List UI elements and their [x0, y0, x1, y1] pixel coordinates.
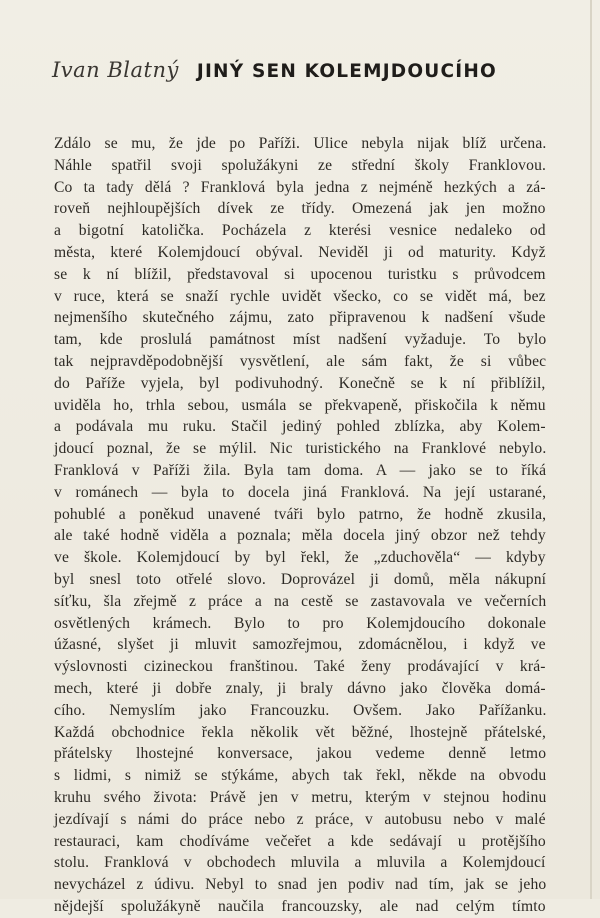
- text-line: Každá obchodnice řekla několik vět běžné, lhostejně přátelské,: [54, 723, 547, 741]
- text-line: přátelsky lhostejné konversace, jakou vedeme denně letmo: [54, 745, 547, 763]
- text-line: pohublé a poněkud unavené tváři bylo patrno, že hodně zkusila,: [54, 505, 547, 523]
- body-text: [54, 133, 546, 918]
- text-line: a podávala mu ruku. Stačil jediný pohled zblízka, aby Kolem-: [54, 418, 546, 436]
- text-line: se k ní blížil, představoval si upocenou turistku s průvodcem: [54, 265, 546, 283]
- text-line: cího. Nemyslím jako Francouzku. Ovšem. Jako Pařížanku.: [54, 701, 547, 719]
- text-line: síťku, šla zřejmě z práce a na cestě se zastavovala ve večerních: [54, 592, 547, 610]
- page-edge: [590, 0, 592, 899]
- text-line: do Paříže vyjela, byl podivuhodný. Konečně se k ní přiblížil,: [54, 374, 546, 392]
- text-line: nějdejší spolužákyně naučila francouzsky, ale nad celým tímto: [54, 897, 546, 915]
- text-line: Náhle spatřil svoji spolužákyni ze střední školy Franklovou.: [54, 156, 547, 174]
- text-line: tam, kde proslulá památnost míst nadšení vyžaduje. To bylo: [54, 331, 547, 349]
- text-line: a bigotní katolička. Pocházela z kterési vesnice nedaleko od: [54, 222, 546, 240]
- chapter-header: [52, 58, 552, 94]
- text-line: roveň nejhloupějších dívek ze třídy. Omezená jak jen možno: [54, 200, 546, 218]
- text-line: nejmenšího skutečného zájmu, zato připravenou k nadšení všude: [54, 309, 546, 327]
- text-line: ve škole. Kolemjdoucí by byl řekl, že „zduchověla“ — kdyby: [54, 549, 546, 567]
- text-line: v ruce, která se snaží rychle uvidět všecko, co se vidět má, bez: [54, 287, 546, 305]
- chapter-title: JINÝ SEN KOLEMJDOUCÍHO: [196, 61, 497, 82]
- text-line: mech, které ji dobře znaly, ji braly dávno jako člověka domá-: [54, 679, 546, 697]
- text-line: jezdívají s námi do práce nebo z práce, v autobusu nebo v malé: [54, 810, 546, 828]
- text-line: Co ta tady dělá ? Franklová byla jedna z nejméně hezkých a zá-: [54, 178, 546, 196]
- text-line: úžasné, slyšet ji mluvit samozřejmou, zdomácnělou, i když ve: [54, 636, 546, 654]
- text-line: tak nejpravděpodobnější vysvětlení, ale sám fakt, že si vůbec: [54, 352, 547, 370]
- text-line: v románech — byla to docela jiná Franklová. Na její ustarané,: [54, 483, 547, 501]
- text-line: Franklová v Paříži žila. Byla tam doma. A — jako se to říká: [54, 461, 547, 479]
- text-line: ale také hodně viděla a poznala; měla docela jiný obzor než tehdy: [54, 527, 546, 545]
- text-line: osvětlených krámech. Bylo to pro Kolemjdoucího dokonale: [54, 614, 547, 632]
- text-line: nevycházel z údivu. Nebyl to snad jen podiv nad tím, jak se jeho: [54, 876, 547, 894]
- text-line: jdoucí poznal, že se mýlil. Nic turistického na Franklové nebylo.: [54, 440, 547, 458]
- text-line: s lidmi, s nimiž se stýkáme, abych tak řekl, někde na obvodu: [54, 767, 547, 785]
- text-line: byl snesl toto otřelé slovo. Doprovázel ji domů, měla nákupní: [54, 570, 547, 588]
- text-line: stolu. Franklová v obchodech mluvila a mluvila a Kolemjdoucí: [54, 854, 546, 872]
- text-line: restauraci, kam chodíváme večeřet a kde sedávají u protějšího: [54, 832, 546, 850]
- text-line: kruhu svého života: Právě jen v metru, kterým v stejnou hodinu: [54, 788, 547, 806]
- text-line: uviděla ho, trhla sebou, usmála se překvapeně, přiskočila k němu: [54, 396, 546, 414]
- text-line: města, které Kolemjdoucí obýval. Neviděl ji od maturity. Když: [54, 243, 546, 261]
- text-line: výslovnosti cizineckou franštinou. Také ženy prodávající v krá-: [54, 658, 546, 676]
- text-line: Zdálo se mu, že jde po Paříži. Ulice nebyla nijak blíž určena.: [54, 135, 547, 152]
- author-name: Ivan Blatný: [52, 58, 179, 82]
